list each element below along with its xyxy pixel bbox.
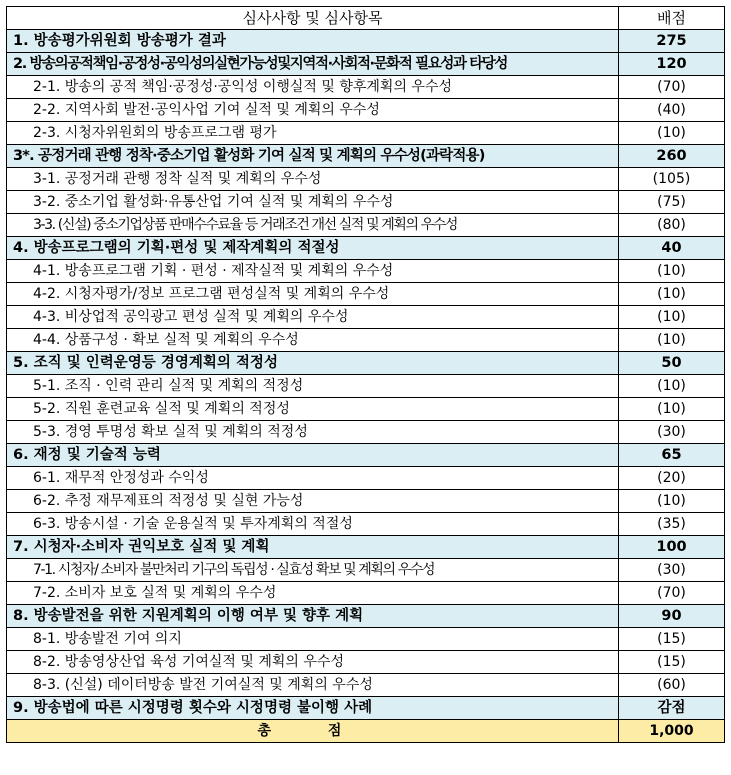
sub-item-row <box>7 214 725 237</box>
sub-item-row <box>7 122 725 145</box>
row-score: 120 <box>619 53 725 76</box>
category-row <box>7 444 725 467</box>
row-score: (30) <box>619 559 725 582</box>
row-score: (10) <box>619 490 725 513</box>
row-score: (20) <box>619 467 725 490</box>
row-label: 9. 방송법에 따른 시정명령 횟수와 시정명령 불이행 사례 <box>7 697 619 720</box>
sub-item-row <box>7 398 725 421</box>
category-row <box>7 352 725 375</box>
sub-item-row <box>7 467 725 490</box>
row-label: 3-1. 공정거래 관행 정착 실적 및 계획의 우수성 <box>7 168 619 191</box>
row-label: 3-3. (신설) 중소기업상품 판매수수료율 등 거래조건 개선 실적 및 계획의 우수성 <box>7 214 619 237</box>
row-label: 2-2. 지역사회 발전·공익사업 기여 실적 및 계획의 우수성 <box>7 99 619 122</box>
category-row <box>7 30 725 53</box>
row-label: 8-2. 방송영상산업 육성 기여실적 및 계획의 우수성 <box>7 651 619 674</box>
row-score: (30) <box>619 421 725 444</box>
row-label: 8-3. (신설) 데이터방송 발전 기여실적 및 계획의 우수성 <box>7 674 619 697</box>
row-score: 65 <box>619 444 725 467</box>
row-label: 8-1. 방송발전 기여 의지 <box>7 628 619 651</box>
row-score: (35) <box>619 513 725 536</box>
sub-item-row <box>7 99 725 122</box>
row-label: 5-3. 경영 투명성 확보 실적 및 계획의 적정성 <box>7 421 619 444</box>
sub-item-row <box>7 76 725 99</box>
row-label: 1. 방송평가위원회 방송평가 결과 <box>7 30 619 53</box>
row-score: (80) <box>619 214 725 237</box>
row-score: 감점 <box>619 697 725 720</box>
sub-item-row <box>7 582 725 605</box>
total-row <box>7 720 725 743</box>
row-label: 6-2. 추정 재무제표의 적정성 및 실현 가능성 <box>7 490 619 513</box>
row-score: (10) <box>619 260 725 283</box>
category-row <box>7 697 725 720</box>
row-label: 6. 재정 및 기술적 능력 <box>7 444 619 467</box>
row-score: (60) <box>619 674 725 697</box>
sub-item-row <box>7 168 725 191</box>
row-score: (40) <box>619 99 725 122</box>
row-label: 5-2. 직원 훈련교육 실적 및 계획의 적정성 <box>7 398 619 421</box>
row-label: 2-1. 방송의 공적 책임·공정성·공익성 이행실적 및 향후계획의 우수성 <box>7 76 619 99</box>
sub-item-row <box>7 283 725 306</box>
row-label: 6-3. 방송시설 · 기술 운용실적 및 투자계획의 적절성 <box>7 513 619 536</box>
row-score: 40 <box>619 237 725 260</box>
row-label: 4. 방송프로그램의 기획·편성 및 제작계획의 적절성 <box>7 237 619 260</box>
row-label: 7-1. 시청자/ 소비자 불만처리 기구의 독립성 · 실효성 확보 및 계획의 우수성 <box>7 559 619 582</box>
sub-item-row <box>7 513 725 536</box>
sub-item-row <box>7 559 725 582</box>
row-score: (75) <box>619 191 725 214</box>
row-label: 4-4. 상품구성 · 확보 실적 및 계획의 우수성 <box>7 329 619 352</box>
sub-item-row <box>7 329 725 352</box>
evaluation-criteria-table <box>6 6 725 743</box>
sub-item-row <box>7 375 725 398</box>
row-label: 7. 시청자·소비자 권익보호 실적 및 계획 <box>7 536 619 559</box>
header-item: 심사사항 및 심사항목 <box>7 7 619 30</box>
sub-item-row <box>7 674 725 697</box>
sub-item-row <box>7 490 725 513</box>
category-row <box>7 53 725 76</box>
row-score: 275 <box>619 30 725 53</box>
sub-item-row <box>7 191 725 214</box>
row-score: (10) <box>619 398 725 421</box>
row-score: (15) <box>619 651 725 674</box>
row-score: 50 <box>619 352 725 375</box>
row-label: 4-2. 시청자평가/정보 프로그램 편성실적 및 계획의 우수성 <box>7 283 619 306</box>
row-label: 2-3. 시청자위원회의 방송프로그램 평가 <box>7 122 619 145</box>
row-label: 2. 방송의공적책임·공정성·공익성의실현가능성및지역적·사회적·문화적 필요성과 타당성 <box>7 53 619 76</box>
sub-item-row <box>7 628 725 651</box>
row-label: 3-2. 중소기업 활성화·유통산업 기여 실적 및 계획의 우수성 <box>7 191 619 214</box>
header-score: 배점 <box>619 7 725 30</box>
table-header-row <box>7 7 725 30</box>
total-score: 1,000 <box>619 720 725 743</box>
row-label: 3*. 공정거래 관행 정착·중소기업 활성화 기여 실적 및 계획의 우수성(과락적용) <box>7 145 619 168</box>
row-label: 5. 조직 및 인력운영등 경영계획의 적정성 <box>7 352 619 375</box>
row-score: (70) <box>619 76 725 99</box>
sub-item-row <box>7 260 725 283</box>
row-score: (10) <box>619 375 725 398</box>
category-row <box>7 605 725 628</box>
row-score: (10) <box>619 329 725 352</box>
total-label: 총 점 <box>7 720 619 743</box>
sub-item-row <box>7 421 725 444</box>
row-label: 4-1. 방송프로그램 기획 · 편성 · 제작실적 및 계획의 우수성 <box>7 260 619 283</box>
category-row <box>7 237 725 260</box>
row-score: (10) <box>619 283 725 306</box>
row-score: (15) <box>619 628 725 651</box>
row-score: (10) <box>619 306 725 329</box>
row-label: 7-2. 소비자 보호 실적 및 계획의 우수성 <box>7 582 619 605</box>
row-score: 100 <box>619 536 725 559</box>
row-score: (70) <box>619 582 725 605</box>
row-score: (10) <box>619 122 725 145</box>
sub-item-row <box>7 306 725 329</box>
category-row <box>7 536 725 559</box>
row-label: 6-1. 재무적 안정성과 수익성 <box>7 467 619 490</box>
category-row <box>7 145 725 168</box>
row-score: 90 <box>619 605 725 628</box>
row-label: 5-1. 조직 · 인력 관리 실적 및 계획의 적정성 <box>7 375 619 398</box>
row-score: (105) <box>619 168 725 191</box>
sub-item-row <box>7 651 725 674</box>
evaluation-table-container <box>6 6 725 743</box>
row-label: 4-3. 비상업적 공익광고 편성 실적 및 계획의 우수성 <box>7 306 619 329</box>
row-score: 260 <box>619 145 725 168</box>
row-label: 8. 방송발전을 위한 지원계획의 이행 여부 및 향후 계획 <box>7 605 619 628</box>
